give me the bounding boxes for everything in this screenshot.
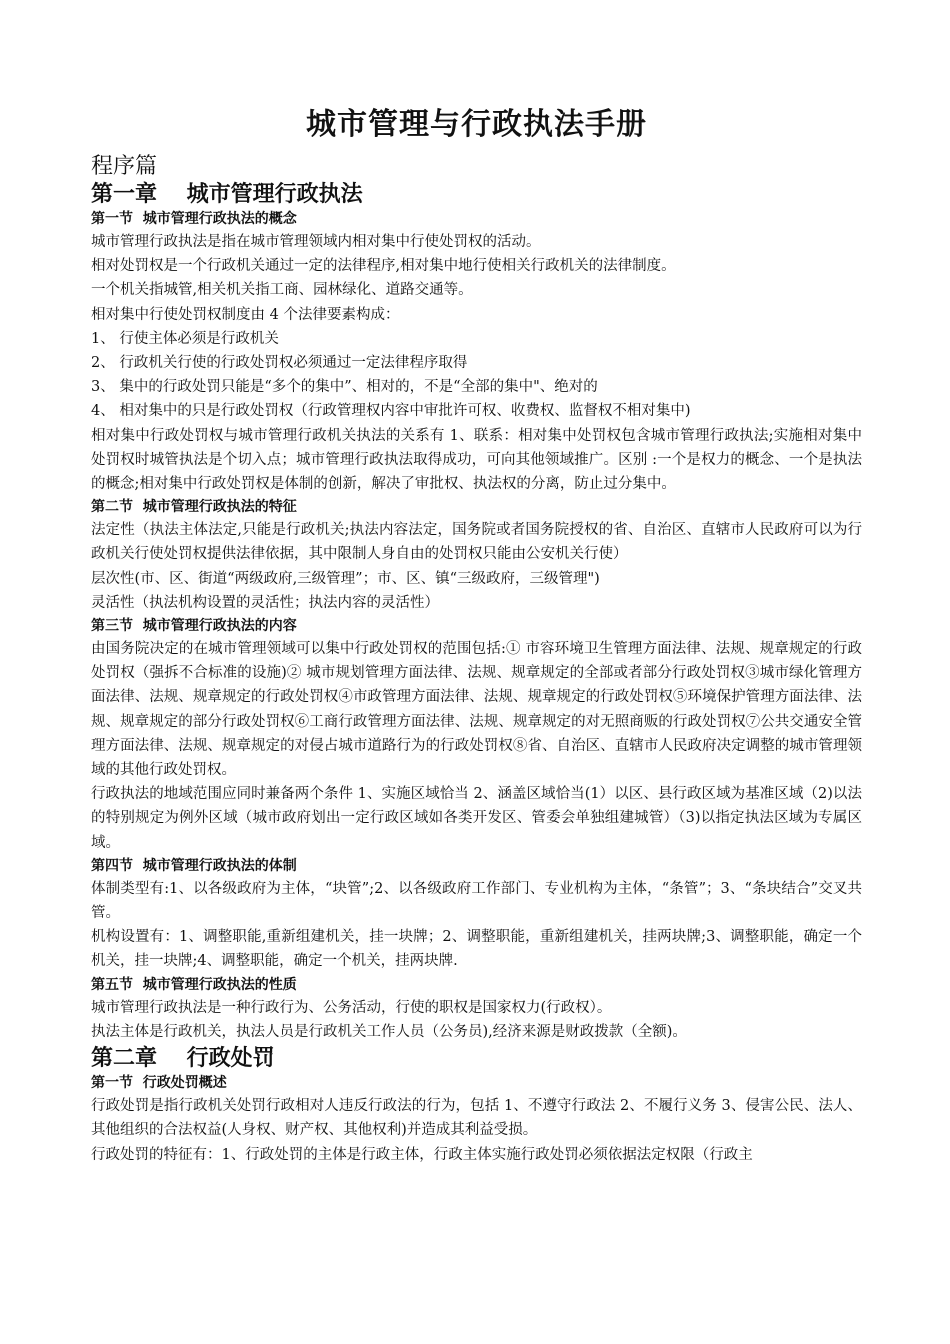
paragraph: 法定性（执法主体法定,只能是行政机关;执法内容法定，国务院或者国务院授权的省、自治区、直辖市人民政府可以为行政机关行使处罚权提供法律依据，其中限制人身自由的处罚权只能由公安机关行使）: [91, 522, 862, 563]
paragraph: 由国务院决定的在城市管理领域可以集中行政处罚权的范围包括:① 市容环境卫生管理方面法律、法规、规章规定的行政处罚权（强拆不合标准的设施)② 城市规划管理方面法律、法规、规章规定的全部或者部分行政处罚权③城市绿化管理方面法律、法规、规章规定的行政处罚权④市政管理方面法律、法规、规章规定的行政处罚权⑤环境保护管理方面法律、法规、规章规定的部分行政处罚权⑥工商行政管理方面法律、法规、规章规定的对无照商贩的行政处罚权⑦公共交通安全管理方面法律、法规、规章规定的对侵占城市道路行为的行政处罚权⑧省、自治区、直辖市人民政府决定调整的城市管理领域的其他行政处罚权。: [91, 641, 862, 779]
paragraph: 层次性(市、区、街道“两级政府,三级管理”；市、区、镇“三级政府，三级管理"): [91, 570, 600, 587]
paragraph: 机构设置有：1、调整职能,重新组建机关，挂一块牌；2、调整职能，重新组建机关，挂两块牌;3、调整职能，确定一个机关，挂一块牌;4、调整职能，确定一个机关，挂两块牌.: [91, 929, 862, 970]
paragraph: 体制类型有:1、以各级政府为主体，“块管”;2、以各级政府工作部门、专业机构为主体，“条管”；3、“条块结合”交叉共管。: [91, 880, 862, 922]
chapter-heading: 第二章 行政处罚: [91, 1045, 275, 1072]
paragraph: 执法主体是行政机关，执法人员是行政机关工作人员（公务员),经济来源是财政拨款（全额)。: [91, 1023, 687, 1040]
paragraph: 行政执法的地域范围应同时兼备两个条件 1、实施区域恰当 2、涵盖区域恰当(1）以区、县行政区域为基准区域（2)以法的特别规定为例外区域（城市政府划出一定行政区域如各类开发区、管委会单独组建城管）（3)以指定执法区域为专属区域。: [91, 786, 862, 851]
document-title: 城市管理与行政执法手册: [306, 107, 647, 142]
paragraph: 一个机关指城管,相关机关指工商、园林绿化、道路交通等。: [91, 282, 473, 299]
list-item: 3、 集中的行政处罚只能是“多个的集中”、相对的，不是“全部的集中"、绝对的: [91, 379, 598, 396]
section-heading: 第一节 行政处罚概述: [91, 1075, 227, 1092]
section-heading: 第四节 城市管理行政执法的体制: [91, 857, 297, 874]
paragraph: 城市管理行政执法是指在城市管理领域内相对集中行使处罚权的活动。: [91, 234, 541, 250]
paragraph: 相对集中行使处罚权制度由 4 个法律要素构成：: [91, 306, 400, 323]
paragraph: 灵活性（执法机构设置的灵活性；执法内容的灵活性）: [91, 594, 439, 611]
list-item: 1、 行使主体必须是行政机关: [91, 330, 279, 347]
paragraph: 行政处罚的特征有：1、行政处罚的主体是行政主体，行政主体实施行政处罚必须依据法定权限（行政主: [91, 1146, 753, 1163]
section-heading: 第五节 城市管理行政执法的性质: [91, 976, 297, 993]
part-heading: 程序篇: [91, 154, 158, 179]
section-heading: 第二节 城市管理行政执法的特征: [91, 499, 297, 516]
paragraph: 相对集中行政处罚权与城市管理行政机关执法的关系有 1、联系：相对集中处罚权包含城市管理行政执法;实施相对集中处罚权时城管执法是个切入点；城市管理行政执法取得成功，可向其他领域推广。区别 :一个是权力的概念、一个是执法的概念;相对集中行政处罚权是体制的创新，解决了审批权、执法权的分离，防止过分集中。: [91, 427, 862, 493]
section-heading: 第三节 城市管理行政执法的内容: [91, 618, 297, 635]
list-item: 4、 相对集中的只是行政处罚权（行政管理权内容中审批许可权、收费权、监督权不相对集中): [91, 403, 691, 420]
list-item: 2、 行政机关行使的行政处罚权必须通过一定法律程序取得: [91, 355, 468, 372]
paragraph: 相对处罚权是一个行政机关通过一定的法律程序,相对集中地行使相关行政机关的法律制度。: [91, 258, 676, 275]
paragraph: 城市管理行政执法是一种行政行为、公务活动，行使的职权是国家权力(行政权）。: [91, 999, 612, 1016]
chapter-heading: 第一章 城市管理行政执法: [91, 181, 363, 207]
paragraph: 行政处罚是指行政机关处罚行政相对人违反行政法的行为，包括 1、不遵守行政法 2、不履行义务 3、侵害公民、法人、其他组织的合法权益(人身权、财产权、其他权利)并造成其利益受损。: [91, 1098, 862, 1139]
section-heading: 第一节 城市管理行政执法的概念: [91, 211, 297, 227]
